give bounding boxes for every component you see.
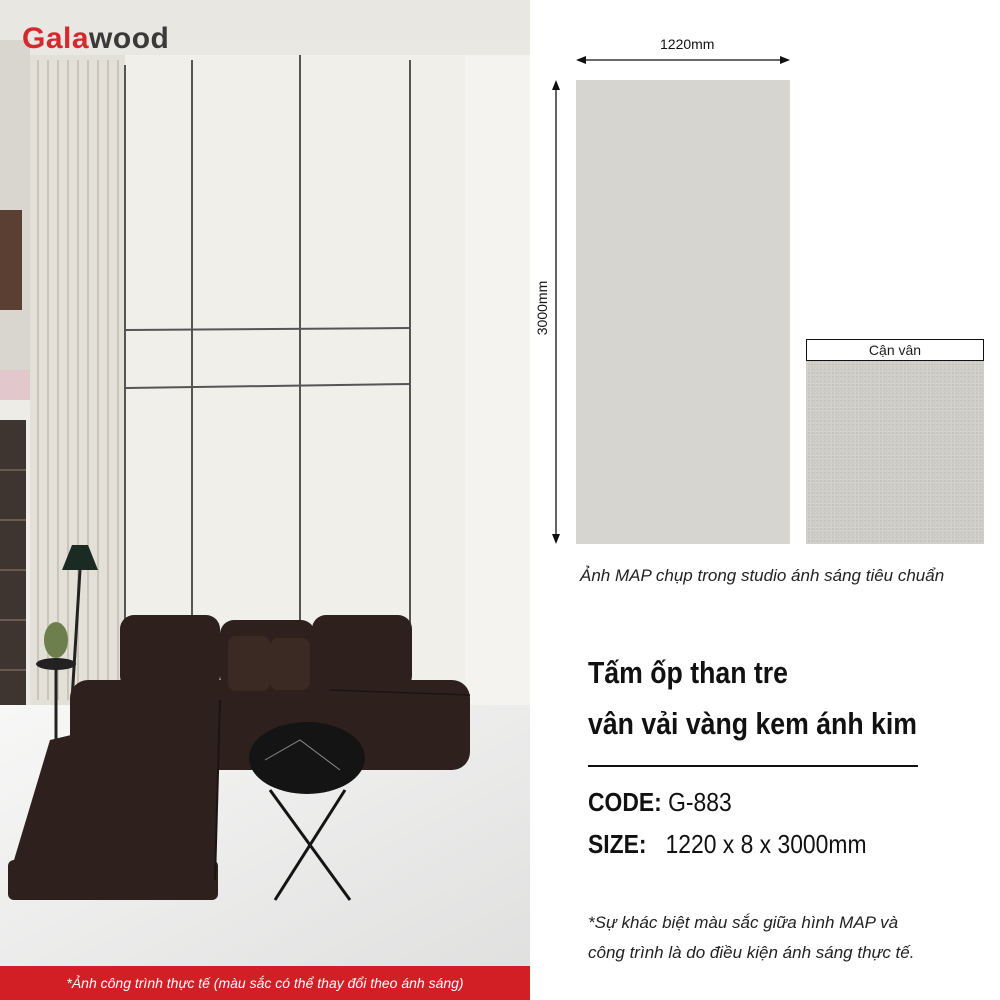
code-value: G-883 [668,787,732,817]
size-row [588,829,867,860]
logo-part-wood: wood [89,22,170,55]
galawood-logo [22,22,169,56]
product-title-line2: vân vải vàng kem ánh kim [588,706,917,741]
code-row [588,787,732,818]
photo-caption: *Ảnh công trình thực tế (màu sắc có thể thay đổi theo ánh sáng) [0,966,530,1000]
size-label: SIZE: [588,829,647,859]
note-line2: công trình là do điều kiện ánh sáng thực tế. [588,943,915,962]
product-title-line1: Tấm ốp than tre [588,655,788,690]
size-value: 1220 x 8 x 3000mm [665,829,867,859]
map-caption: Ảnh MAP chụp trong studio ánh sáng tiêu chuẩn [580,566,945,585]
panel-map-swatch [576,80,790,544]
code-label: CODE: [588,787,662,817]
width-label: 1220mm [660,36,715,52]
closeup-label: Cận vân [806,339,984,361]
title-divider [588,765,918,767]
closeup-texture [806,361,984,544]
height-label: 3000mm [534,280,551,336]
logo-part-gala: Gala [22,22,90,55]
note-line1: *Sự khác biệt màu sắc giữa hình MAP và [588,913,899,932]
